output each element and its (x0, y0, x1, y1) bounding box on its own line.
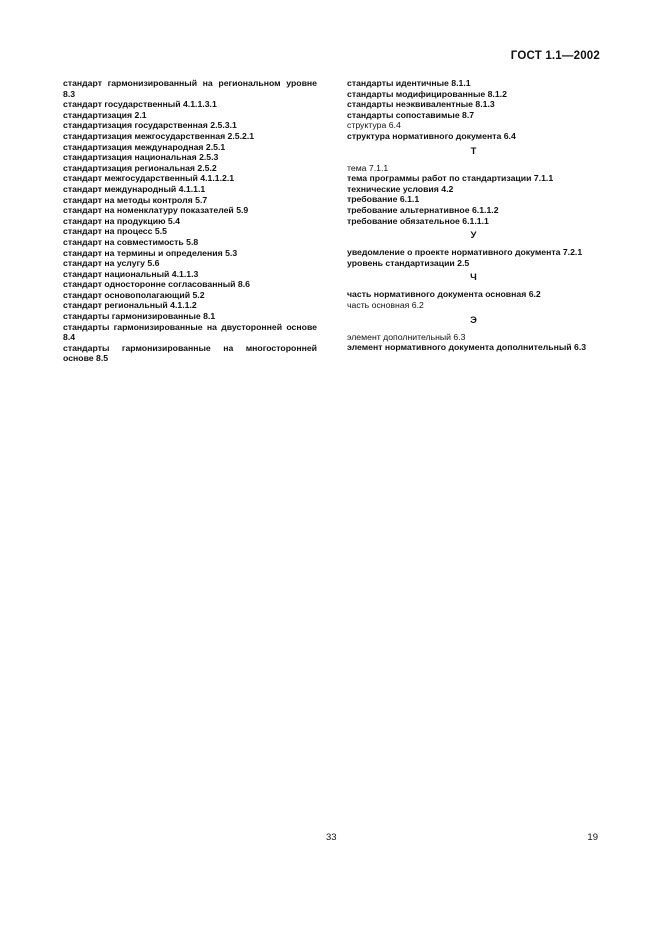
index-section-letter: Э (470, 314, 477, 326)
index-entry: стандарты гармонизированные 8.1 (63, 311, 216, 322)
index-entry: элемент дополнительный 6.3 (347, 331, 466, 342)
index-entry: стандарты неэквивалентные 8.1.3 (347, 99, 495, 110)
index-entry: тема программы работ по стандартизации 7.1.1 (347, 173, 554, 184)
index-entry: стандарт на услугу 5.6 (63, 258, 160, 269)
index-entry: стандартизация международная 2.5.1 (63, 141, 226, 152)
index-entry: элемент нормативного документа дополнительный 6.3 (347, 342, 587, 353)
index-entry: стандарты модифицированные 8.1.2 (347, 88, 507, 99)
index-section-letter: Ч (470, 272, 477, 284)
index-entry: часть нормативного документа основная 6.2 (347, 289, 541, 300)
index-entry: стандарт национальный 4.1.1.3 (63, 268, 199, 279)
index-entry: часть основная 6.2 (347, 299, 424, 310)
index-entry: стандарт на процесс 5.5 (63, 226, 167, 237)
index-entry: технические условия 4.2 (347, 183, 454, 194)
index-entry: уведомление о проекте нормативного документа 7.2.1 (347, 247, 583, 258)
index-entry: стандартизация региональная 2.5.2 (63, 162, 217, 173)
index-entry: стандарты гармонизированные на многосторонней основе 8.5 (63, 342, 317, 364)
index-entry: стандарт на продукцию 5.4 (63, 215, 181, 226)
index-entry: стандарт гармонизированный на региональном уровне 8.3 (63, 78, 317, 99)
document-header-title: ГОСТ 1.1—2002 (510, 50, 600, 62)
index-entry: стандарты идентичные 8.1.1 (347, 78, 471, 88)
index-entry: стандарты сопоставимые 8.7 (347, 109, 475, 120)
index-entry: стандартизация национальная 2.5.3 (63, 152, 219, 163)
index-section-letter: У (470, 230, 477, 242)
page-number-center: 33 (326, 832, 337, 843)
index-entry: уровень стандартизации 2.5 (347, 257, 470, 268)
index-entry: стандартизация государственная 2.5.3.1 (63, 120, 237, 131)
index-entry: требование обязательное 6.1.1.1 (347, 215, 489, 226)
index-entry: тема 7.1.1 (347, 162, 389, 173)
index-left-column (63, 78, 317, 364)
index-entry: стандартизация 2.1 (63, 109, 147, 120)
index-entry: стандарт на номенклатуру показателей 5.9 (63, 205, 249, 216)
index-entry: стандарт на совместимость 5.8 (63, 236, 199, 247)
index-entry: стандарт государственный 4.1.1.3.1 (63, 99, 217, 110)
index-entry: стандарт на термины и определения 5.3 (63, 247, 238, 258)
index-entry: требование 6.1.1 (347, 194, 420, 205)
index-entry: стандарт основополагающий 5.2 (63, 289, 205, 300)
index-entry: стандартизация межгосударственная 2.5.2.1 (63, 130, 255, 141)
page-number-right: 19 (587, 832, 598, 843)
index-entry: требование альтернативное 6.1.1.2 (347, 204, 499, 215)
index-entry: стандарт региональный 4.1.1.2 (63, 300, 197, 311)
index-entry: стандарты гармонизированные на двусторонней основе 8.4 (63, 321, 317, 343)
index-entry: структура нормативного документа 6.4 (347, 130, 516, 141)
index-entry: структура 6.4 (347, 120, 401, 131)
index-right-column (347, 78, 600, 353)
index-section-letter: Т (470, 145, 477, 157)
index-entry: стандарт международный 4.1.1.1 (63, 183, 206, 194)
index-entry: стандарт односторонне согласованный 8.6 (63, 279, 250, 290)
index-entry: стандарт межгосударственный 4.1.1.2.1 (63, 173, 235, 184)
index-entry: стандарт на методы контроля 5.7 (63, 194, 208, 205)
